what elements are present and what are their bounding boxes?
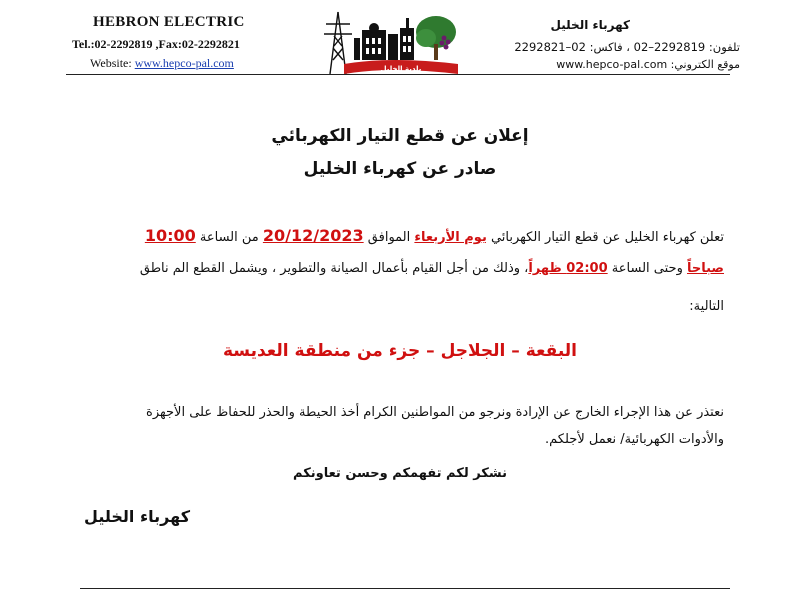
hebron-electric-logo <box>322 8 460 76</box>
logo-caption: بلدية الخليل <box>380 65 422 73</box>
phone-fax-ar: تلفون: 2292819–02 ، فاكس: 02–2292821 <box>514 40 740 54</box>
company-name-en: HEBRON ELECTRIC <box>93 14 245 30</box>
text-fragment: من الساعة <box>195 230 263 245</box>
header-divider <box>66 74 730 75</box>
outage-date: 20/12/2023 <box>262 226 364 245</box>
start-period: صباحاً <box>686 261 724 276</box>
footer-divider <box>80 588 730 589</box>
grape-tree-icon <box>416 16 456 60</box>
signature: كهرباء الخليل <box>84 507 190 526</box>
outage-end-time: 02:00 ظهراً <box>528 261 608 276</box>
outage-day: يوم الأربعاء <box>414 230 487 245</box>
notice-line-1 <box>145 226 724 245</box>
text-fragment: وحتى الساعة <box>607 261 687 276</box>
website-link-ar[interactable]: www.hepco-pal.com <box>556 58 668 71</box>
website-line-en <box>90 56 234 71</box>
website-link-en[interactable]: www.hepco-pal.com <box>134 56 234 70</box>
affected-areas: البقعة – الجلاجل – جزء من منطقة العديسة <box>222 341 578 361</box>
notice-title: إعلان عن قطع التيار الكهربائي <box>271 126 529 146</box>
apology-line-2: والأدوات الكهربائية/ نعمل لأجلكم. <box>545 432 724 447</box>
text-fragment: ، وذلك من أجل القيام بأعمال الصيانة والتطوير ، ويشمل القطع الم ناطق <box>139 261 529 276</box>
outage-start-time: 10:00 <box>144 226 196 245</box>
notice-line-2 <box>140 261 724 276</box>
website-label-en: Website: <box>90 56 135 70</box>
phone-fax-en: Tel.:02-2292819 ,Fax:02-2292821 <box>72 37 240 51</box>
thanks-line: نشكر لكم تفهمكم وحسن تعاونكم <box>293 466 507 481</box>
apology-line-1: نعتذر عن هذا الإجراء الخارج عن الإرادة ونرجو من المواطنين الكرام أخذ الحيطة والحذر للحفاظ على الأجهزة <box>146 405 724 420</box>
website-label-ar: موقع الكتروني: <box>667 58 740 71</box>
website-line-ar <box>556 58 740 71</box>
notice-line-3: التالية: <box>689 299 724 314</box>
text-fragment: تعلن كهرباء الخليل عن قطع التيار الكهربائي <box>486 230 724 245</box>
text-fragment: الموافق <box>363 230 415 245</box>
notice-subtitle: صادر عن كهرباء الخليل <box>303 159 497 179</box>
company-name-ar: كهرباء الخليل <box>550 18 630 32</box>
